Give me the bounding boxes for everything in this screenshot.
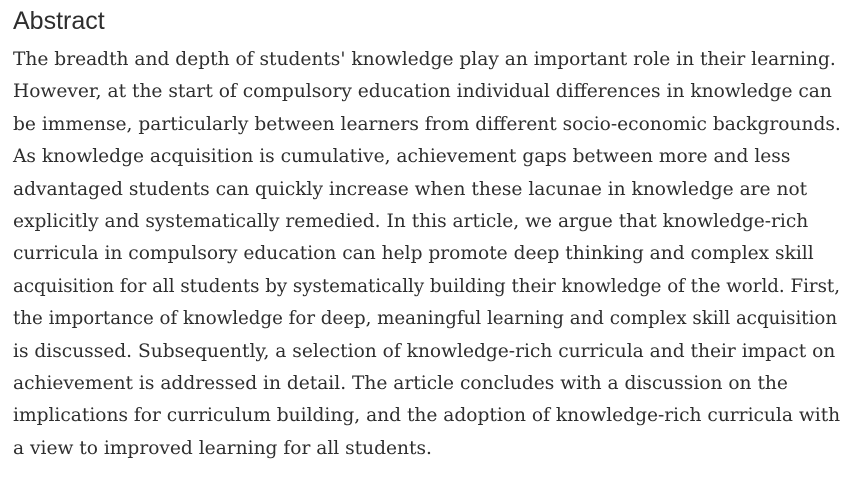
abstract-line: As knowledge acquisition is cumulative, achievement gaps between more and less (13, 146, 791, 168)
abstract-line: advantaged students can quickly increase when these lacunae in knowledge are not (13, 178, 808, 200)
abstract-line: a view to improved learning for all students. (13, 437, 432, 459)
abstract-section (13, 4, 843, 465)
abstract-line: The breadth and depth of students' knowledge play an important role in their learning. (13, 49, 836, 70)
abstract-line: is discussed. Subsequently, a selection of knowledge-rich curricula and their impact on (13, 340, 836, 362)
abstract-line: implications for curriculum building, and the adoption of knowledge-rich curricula with (13, 405, 841, 427)
abstract-line: explicitly and systematically remedied. In this article, we argue that knowledge-rich (13, 211, 809, 233)
abstract-line: However, at the start of compulsory education individual differences in knowledge can (13, 81, 832, 103)
abstract-line: acquisition for all students by systematically building their knowledge of the world. First, (13, 275, 841, 297)
abstract-line: achievement is addressed in detail. The article concludes with a discussion on the (13, 373, 788, 395)
abstract-line: the importance of knowledge for deep, meaningful learning and complex skill acquisition (13, 308, 838, 330)
abstract-line: be immense, particularly between learners from different socio-economic backgrounds. (13, 113, 841, 135)
abstract-heading: Abstract (13, 7, 105, 35)
abstract-paragraph (13, 44, 843, 465)
abstract-line: curricula in compulsory education can help promote deep thinking and complex skill (13, 243, 814, 265)
